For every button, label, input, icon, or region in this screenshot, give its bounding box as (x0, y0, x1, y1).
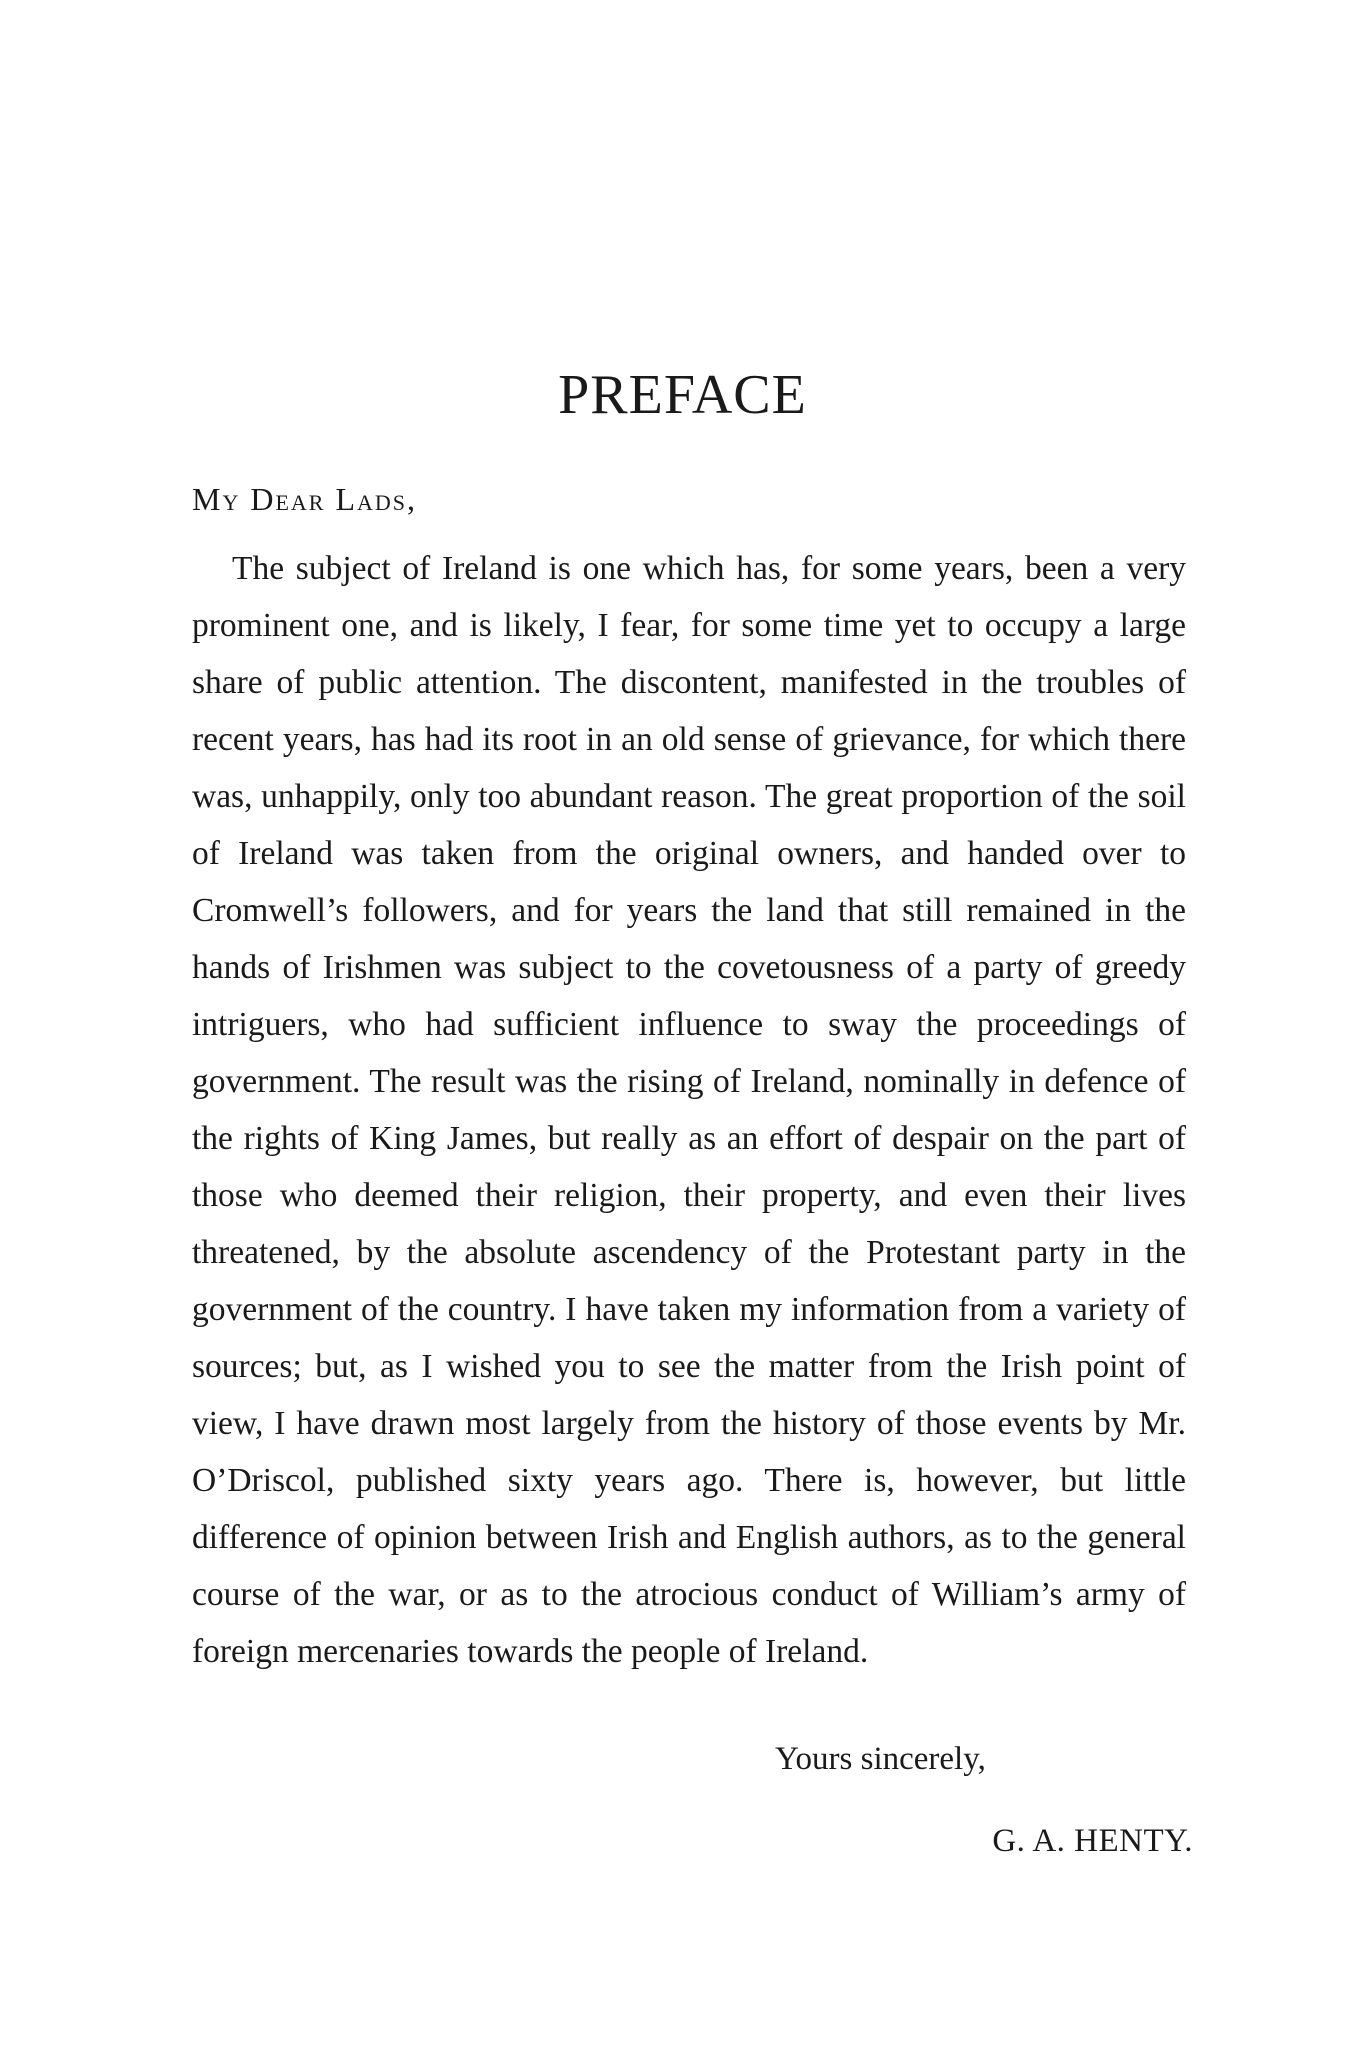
page-title: PREFACE (558, 364, 807, 426)
salutation: My Dear Lads, (192, 481, 418, 517)
closing-line: Yours sincerely, (775, 1741, 986, 1777)
preface-body: The subject of Ireland is one which has, for some years, been a very prominent one, and is likely, I fear, for some time yet to occupy a large share of public attention. The discontent, manifested in the troubles of recent years, has had its root in an old sense of grievance, for which there was, unhappily, only too abundant reason. The great proportion of the soil of Ireland was taken from the original owners, and handed over to Cromwell’s followers, and for years the land that still remained in the hands of Irishmen was subject to the covetousness of a party of greedy intriguers, who had sufficient influence to sway the proceedings of government. The result was the rising of Ireland, nominally in defence of the rights of King James, but really as an effort of despair on the part of those who deemed their religion, their property, and even their lives threatened, by the absolute ascendency of the Protestant party in the government of the country. I have taken my information from a variety of sources; but, as I wished you to see the matter from the Irish point of view, I have drawn most largely from the history of those events by Mr. O’Driscol, published sixty years ago. There is, however, but little difference of opinion between Irish and English authors, as to the general course of the war, or as to the atrocious conduct of William’s army of foreign mercenaries towards the people of Ireland. (192, 550, 1186, 1670)
author-signature: G. A. HENTY. (992, 1823, 1193, 1859)
